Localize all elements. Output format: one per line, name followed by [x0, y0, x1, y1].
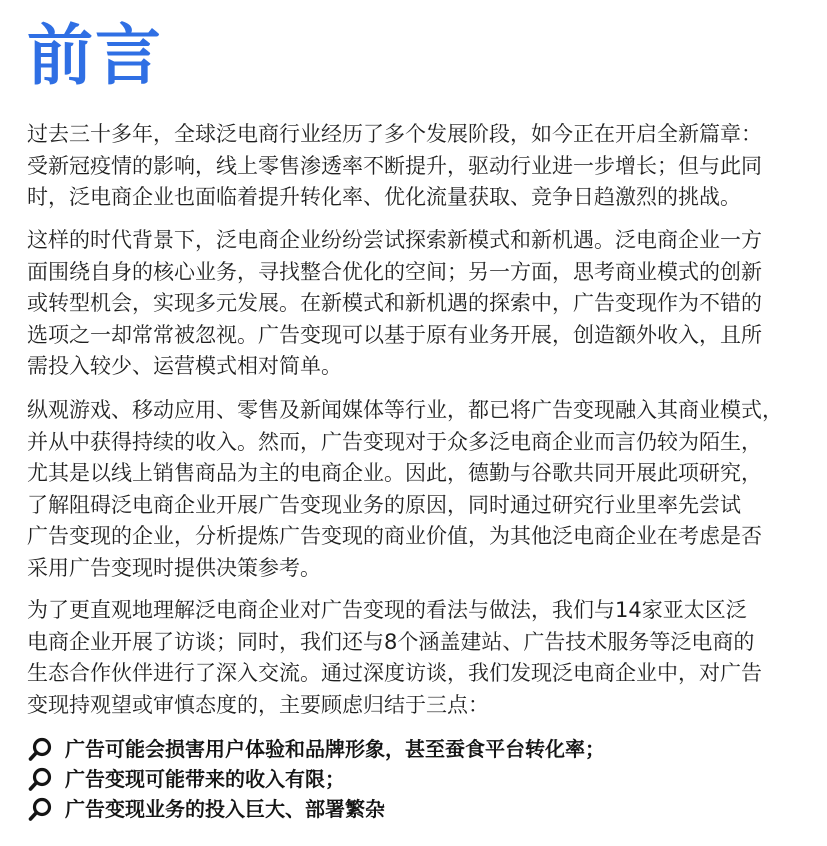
intro-paragraph-4: 为了更直观地理解泛电商企业对广告变现的看法与做法，我们与14家亚太区泛 电商企业开展了访谈；同时，我们还与8个涵盖建站、广告技术服务等泛电商的 生态合作伙伴进行了深入交流。通过深度访谈，我们发现泛电商企业中，对广告 变现持观望或审慎态度的，主要顾虑归结于三点：: [27, 598, 762, 717]
concern-item: [27, 764, 807, 794]
intro-paragraph-2: 这样的时代背景下，泛电商企业纷纷尝试探索新模式和新机遇。泛电商企业一方 面围绕自身的核心业务，寻找整合优化的空间；另一方面，思考商业模式的创新 或转型机会，实现多元发展。在新模式和新机遇的探索中，广告变现作为不错的 选项之一却常常被忽视。广告变现可以基于原有业务开展，创造额外收入，且所 需投入较少、运营模式相对简单。: [27, 228, 762, 378]
intro-paragraph-3: 纵观游戏、移动应用、零售及新闻媒体等行业，都已将广告变现融入其商业模式， 并从中获得持续的收入。然而，广告变现对于众多泛电商企业而言仍较为陌生， 尤其是以线上销售商品为主的电商企业。因此，德勤与谷歌共同开展此项研究， 了解阻碍泛电商企业开展广告变现业务的原因，同时通过研究行业里率先尝试 广告变现的企业，分析提炼广告变现的商业价值，为其他泛电商企业在考虑是否 采用广告变现时提供决策参考。: [27, 398, 783, 580]
page-title: 前言: [27, 17, 163, 94]
concerns-list: [27, 734, 807, 824]
concern-item: [27, 734, 807, 764]
magnifier-icon: [27, 764, 65, 794]
magnifier-icon: [27, 734, 65, 764]
concern-text: 广告变现业务的投入巨大、部署繁杂: [65, 797, 385, 821]
magnifier-icon: [27, 794, 65, 824]
concern-text: 广告变现可能带来的收入有限；: [65, 767, 345, 791]
intro-paragraph-1: 过去三十多年，全球泛电商行业经历了多个发展阶段，如今正在开启全新篇章： 受新冠疫情的影响，线上零售渗透率不断提升，驱动行业进一步增长；但与此同 时，泛电商企业也面临着提升转化率、优化流量获取、竞争日趋激烈的挑战。: [27, 122, 762, 209]
concern-item: [27, 794, 807, 824]
concern-text: 广告可能会损害用户体验和品牌形象，甚至蚕食平台转化率；: [65, 737, 605, 761]
